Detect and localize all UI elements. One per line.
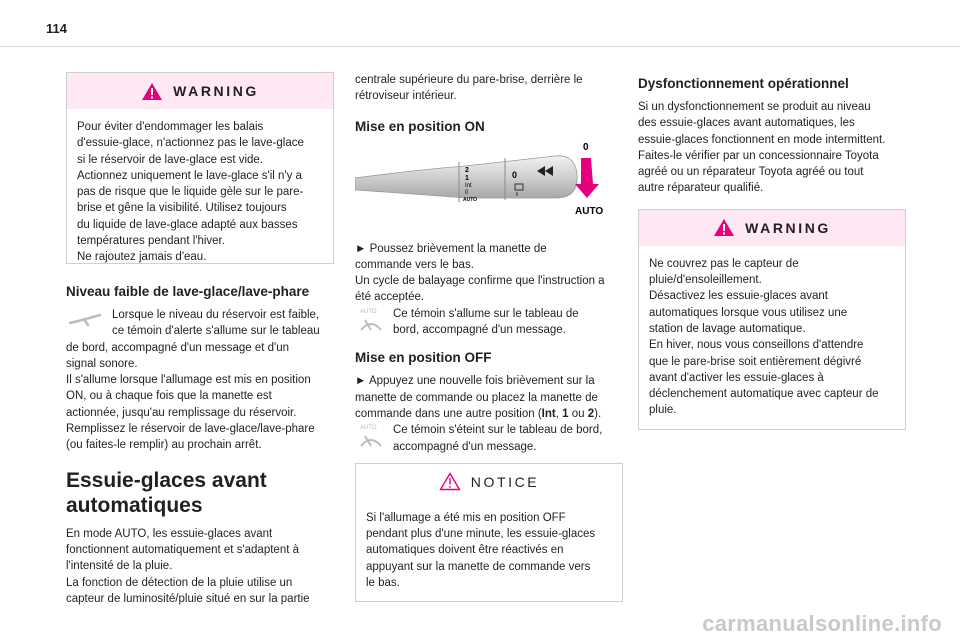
warning-triangle-icon [141,82,163,101]
text-line: ► Poussez brièvement la manette de [355,242,547,255]
text-line: pendant plus d'une minute, les essuie-glaces [366,528,596,541]
text-line: Si un dysfonctionnement se produit au niveau [638,101,871,113]
text-line: Ne rajoutez jamais d'eau. [77,251,207,264]
text-line: centrale supérieure du pare-brise, derrière le [355,74,583,86]
warning-body [639,246,905,429]
text-line: En mode AUTO, les essuie-glaces avant [66,527,273,540]
stalk-label-auto-small: AUTO [463,196,478,203]
text-line: brise et gêne la visibilité. Utilisez toujours [77,202,287,215]
low-level-icon-row [66,307,334,340]
stalk-label-2: 2 [465,166,469,174]
text-line: Ne couvrez pas le capteur de [649,257,799,270]
position-2: 2 [587,407,595,420]
warning-title: WARNING [173,83,259,99]
text-line: bord, accompagné d'un message. [393,324,566,337]
text-line: Un cycle de balayage confirme que l'instruction a [355,275,605,288]
on-icon-row [355,306,623,339]
page-header [0,0,960,47]
auto-wiper-indicator-icon [355,306,387,336]
text-line: automatiques doivent être réactivés en [366,544,564,557]
text-line: appuyant sur la manette de commande vers [366,560,591,573]
malfunction-heading: Dysfonctionnement opérationnel [638,76,849,91]
wiper-stalk-illustration [355,138,623,224]
text-line: commande vers le bas. [355,258,474,271]
notice-body [356,500,622,601]
auto-wiper-indicator-icon [355,422,387,452]
stalk-label-int: Int [465,182,472,189]
text-line: agréé ou un réparateur Toyota agréé ou tout [638,166,864,179]
text-fragment: , [555,407,563,420]
text-line: Actionnez uniquement le lave-glace s'il n'y a [77,169,302,182]
text-line: que le pare-brise soit entièrement dégivré [649,355,862,368]
text-line: de bord, accompagné d'un message et d'un [66,341,290,354]
text-line: ► Appuyez une nouvelle fois brièvement sur la [355,375,595,388]
text-line: ON, ou à chaque fois que la manette est [66,390,272,403]
low-level-heading: Niveau faible de lave-glace/lave-phare [66,284,310,299]
off-body [355,373,623,422]
text-line: rétroviseur intérieur. [355,90,457,103]
text-line: températures pendant l'hiver. [77,235,225,248]
position-int: Int [541,407,556,420]
text-line: actionnée, jusqu'au remplissage du réservoir. [66,406,297,419]
stalk-label-0-ring: 0 [512,169,518,180]
page-number: 114 [46,21,67,36]
text-line: autre réparateur qualifié. [638,182,764,195]
auto-wipers-title-line2: automatiques [66,493,203,517]
text-line: d'essuie-glace, n'actionnez pas le lave-glace [77,137,304,150]
text-line: manette de commande ou placez la manette de [355,391,598,404]
text-line: avant d'activer les essuie-glaces à [649,371,824,384]
text-line: Remplissez le réservoir de lave-glace/lave-phare [66,423,315,436]
text-line: déclenchement automatique avec capteur de [649,388,879,401]
text-line: Il s'allume lorsque l'allumage est mis en position [66,374,311,387]
auto-wipers-title-line1: Essuie-glaces avant [66,468,267,492]
text-fragment: commande dans une autre position ( [355,407,542,420]
svg-text:AUTO: AUTO [360,425,377,432]
svg-text:AUTO: AUTO [360,308,377,315]
position-1: 1 [562,407,569,420]
washer-fluid-icon [66,307,106,331]
warning-box [638,209,906,430]
watermark-url: carmanualsonline.info [702,611,942,636]
text-line: du liquide de lave-glace adapté aux basses [77,218,298,231]
text-line: Désactivez les essuie-glaces avant [649,290,828,303]
text-line: le bas. [366,577,400,590]
text-line: Pour éviter d'endommager les balais [77,121,264,133]
down-arrow-icon [575,158,599,198]
text-line: pluie/d'ensoleillement. [649,274,762,287]
text-line: ce témoin d'alerte s'allume sur le tableau [112,325,320,338]
text-line: Si l'allumage a été mis en position OFF [366,511,566,524]
column-right [638,76,906,430]
text-fragment: ou [568,407,588,420]
warning-body [67,109,333,276]
stalk-label-0: 0 [465,189,469,196]
text-line: En hiver, nous vous conseillons d'attendre [649,339,864,352]
text-fragment: ). [594,407,602,420]
stalk-label-0-top: 0 [583,141,589,153]
warning-title: WARNING [745,219,831,236]
notice-header [356,464,622,500]
text-line: La fonction de détection de la pluie utilise un [66,576,293,589]
text-line: Faites-le vérifier par un concessionnaire Toyota [638,149,879,162]
text-line: station de lavage automatique. [649,322,806,335]
stalk-label-1: 1 [465,174,469,182]
text-line: Lorsque le niveau du réservoir est faible, [112,309,320,321]
stalk-label-auto: AUTO [575,205,604,217]
text-line: pluie. [649,404,677,417]
column-middle [355,72,623,602]
warning-box [66,72,334,264]
auto-wipers-body [66,526,334,607]
text-line: accompagné d'un message. [393,440,537,453]
text-line: essuie-glaces fonctionnent en mode intermittent. [638,133,886,146]
warning-header [67,73,333,109]
warning-triangle-icon [713,218,735,237]
text-line: signal sonore. [66,357,138,370]
notice-title: NOTICE [470,473,540,490]
column-left [66,72,334,607]
text-line: l'intensité de la pluie. [66,560,173,573]
text-line [355,406,623,422]
notice-triangle-icon [439,472,461,491]
text-line: automatiques lorsque vous utilisez une [649,306,848,319]
on-heading: Mise en position ON [355,118,485,134]
text-line: (ou faites-le remplir) au prochain arrêt. [66,439,262,452]
text-line: des essuie-glaces avant automatiques, les [638,117,855,130]
text-line: été acceptée. [355,291,425,304]
text-line: si le réservoir de lave-glace est vide. [77,153,263,166]
text-line: fonctionnent automatiquement et s'adaptent à [66,543,299,556]
on-body [355,241,623,306]
notice-box [355,463,623,602]
text-line: Ce témoin s'allume sur le tableau de [393,307,579,320]
warning-header [639,210,905,246]
off-heading: Mise en position OFF [355,350,492,366]
malfunction-body [638,99,906,197]
text-line: pas de risque que le liquide gèle sur le pare- [77,186,304,199]
off-icon-row [355,422,623,455]
text-line: capteur de luminosité/pluie situé en sur la partie [66,592,310,605]
text-line: Ce témoin s'éteint sur le tableau de bord, [393,424,603,437]
